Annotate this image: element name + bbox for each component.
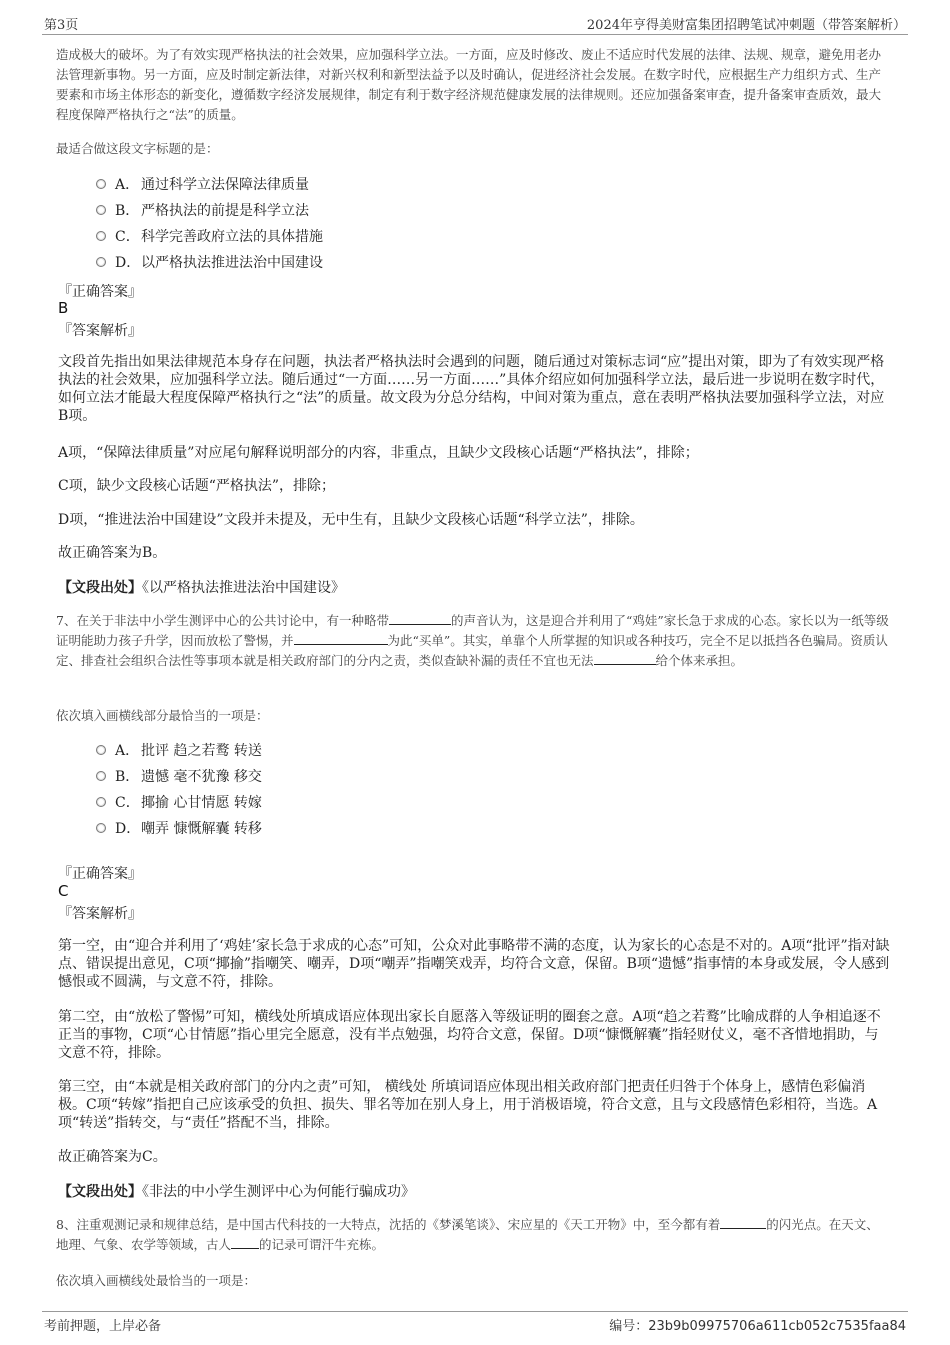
footer-slogan: 考前押题，上岸必备 bbox=[44, 1319, 162, 1334]
footer-divider bbox=[42, 1311, 908, 1312]
blank-1 bbox=[720, 1216, 766, 1229]
q7-option-d[interactable] bbox=[96, 817, 262, 839]
option-letter: A． bbox=[115, 177, 140, 193]
blank-1 bbox=[389, 612, 451, 625]
q8-stem bbox=[56, 1215, 890, 1255]
q7-stem bbox=[56, 611, 890, 671]
option-letter: A． bbox=[115, 743, 140, 759]
q8-stem-part: 的记录可谓汗牛充栋。 bbox=[259, 1237, 385, 1252]
q6-source bbox=[58, 577, 345, 597]
q6-analysis-main: 文段首先指出如果法律规范本身存在问题，执法者严格执法时会遇到的问题，随后通过对策标志词“应”提出对策，即为了有效实现严格执法的社会效果，应加强科学立法。随后通过“一方面……另一方面……”具体介绍应如何加强科学立法，最后进一步说明在数字时代，如何立法才能最大程度保障严格执行之“法”的质量。故文段为分总分结构，中间对策为重点，意在表明严格执法要加强科学立法，对应B项。 bbox=[58, 354, 885, 424]
q6-answer-label: 『正确答案』 bbox=[58, 284, 142, 300]
option-letter: D． bbox=[115, 821, 141, 837]
q6-analysis-c: C项，缺少文段核心话题“严格执法”，排除； bbox=[58, 478, 336, 494]
page-number: 第3页 bbox=[44, 18, 79, 33]
radio-icon[interactable] bbox=[96, 823, 106, 833]
q6-option-c[interactable] bbox=[96, 225, 323, 247]
q7-answer: C bbox=[58, 882, 69, 900]
q6-passage: 造成极大的破坏。为了有效实现严格执法的社会效果，应加强科学立法。一方面，应及时修改、废止不适应时代发展的法律、法规、规章，避免用老办法管理新事物。另一方面，应及时制定新法律，对新兴权利和新型法益予以及时确认，促进经济社会发展。在数字时代，应根据生产力组织方式、生产要素和市场主体形态的新变化，遵循数字经济发展规律，制定有利于数字经济规范健康发展的法律规则。还应加强备案审查，提升备案审查质效，最大程度保障严格执行之“法”的质量。 bbox=[56, 47, 882, 122]
q8-stem-part: 在天文、地理、气象、农学等领域，古人 bbox=[56, 1217, 879, 1252]
code-value: 23b9b09975706a611cb052c7535faa84 bbox=[648, 1319, 906, 1334]
q8-stem-part: 的闪光点。 bbox=[766, 1217, 829, 1232]
q6-answer: B bbox=[58, 299, 69, 317]
radio-icon[interactable] bbox=[96, 257, 106, 267]
q8-question: 依次填入画横线处最恰当的一项是： bbox=[56, 1273, 257, 1288]
q7-analysis-label: 『答案解析』 bbox=[58, 906, 142, 922]
option-letter: B． bbox=[115, 769, 140, 785]
option-text: 以严格执法推进法治中国建设 bbox=[141, 255, 323, 271]
header-divider bbox=[42, 34, 908, 35]
option-letter: C． bbox=[115, 229, 140, 245]
q7-analysis-conclusion: 故正确答案为C。 bbox=[58, 1149, 167, 1165]
option-text: 科学完善政府立法的具体措施 bbox=[141, 229, 323, 245]
option-letter: D． bbox=[115, 255, 141, 271]
radio-icon[interactable] bbox=[96, 205, 106, 215]
q6-analysis-conclusion: 故正确答案为B。 bbox=[58, 545, 167, 561]
q6-option-a[interactable] bbox=[96, 173, 309, 195]
option-letter: C． bbox=[115, 795, 140, 811]
option-text: 批评 趋之若鹜 转送 bbox=[141, 743, 262, 759]
q6-analysis-d: D项，“推进法治中国建设”文段并未提及，无中生有，且缺少文段核心话题“科学立法”，排除。 bbox=[58, 512, 644, 528]
source-label: 【文段出处】 bbox=[58, 1184, 142, 1200]
radio-icon[interactable] bbox=[96, 797, 106, 807]
document-title: 2024年亨得美财富集团招聘笔试冲刺题（带答案解析） bbox=[586, 18, 906, 33]
q6-analysis-a: A项，“保障法律质量”对应尾句解释说明部分的内容，非重点，且缺少文段核心话题“严格执法”，排除； bbox=[58, 445, 699, 461]
radio-icon[interactable] bbox=[96, 771, 106, 781]
option-text: 通过科学立法保障法律质量 bbox=[141, 177, 309, 193]
q6-question: 最适合做这段文字标题的是： bbox=[56, 141, 219, 156]
option-letter: B． bbox=[115, 203, 140, 219]
q7-answer-label: 『正确答案』 bbox=[58, 866, 142, 882]
radio-icon[interactable] bbox=[96, 231, 106, 241]
q7-stem-part: 给个体来承 bbox=[655, 653, 719, 668]
option-text: 严格执法的前提是科学立法 bbox=[141, 203, 309, 219]
blank-3 bbox=[594, 652, 656, 665]
option-text: 遗憾 毫不犹豫 移交 bbox=[141, 769, 262, 785]
q7-question: 依次填入画横线部分最恰当的一项是： bbox=[56, 708, 269, 723]
option-text: 揶揄 心甘情愿 转嫁 bbox=[141, 795, 262, 811]
q7-analysis-second-blank: 第二空，由“放松了警惕”可知，横线处所填成语应体现出家长自愿落入等级证明的圈套之意。A项“趋之若鹜”比喻成群的人争相追逐不正当的事物，C项“心甘情愿”指心里完全愿意，没有半点勉强，均符合文意，保留。D项“慷慨解囊”指轻财仗义，毫不吝惜地捐助，与文意不符，排除。 bbox=[58, 1009, 881, 1061]
q6-analysis-label: 『答案解析』 bbox=[58, 323, 142, 339]
q7-analysis-first-blank: 第一空，由“迎合并利用了‘鸡娃’家长急于求成的心态”可知，公众对此事略带不满的态度，认为家长的心态是不对的。A项“批评”指对缺点、错误提出意见，C项“揶揄”指嘲笑、嘲弄，D项“嘲弄”指嘲笑戏弄，均符合文意，保留。B项“遗憾”指事情的本身或发展，令人感到憾恨或不圆满，与文意不符，排除。 bbox=[58, 938, 890, 990]
blank-2 bbox=[294, 632, 388, 645]
q7-stem-part: 7、在关于非法中小学生测评中心的公共讨论中，有一种略带 bbox=[56, 613, 389, 628]
q8-stem-part: 8、注重观测记录和规律总结，是中国古代科技的一大特点，沈括的《梦溪笔谈》、宋应星的《天工开物》中，至今都有着 bbox=[56, 1217, 721, 1232]
q7-analysis-third-blank: 第三空，由“本就是相关政府部门的分内之责”可知， 横线处 所填词语应体现出相关政府部门把责任归咎于个体身上，感情色彩偏消极。C项“转嫁”指把自己应该承受的负担、损失、罪名等加在别人身上，用于消极语境，符合文意，且与文段感情色彩相符，当选。A项“转送”指转交，与“责任”搭配不当，排除。 bbox=[58, 1079, 878, 1131]
q7-stem-part: 一纸等级证明能助力孩子升学，因而放松了警惕，并 bbox=[56, 613, 889, 648]
q7-option-b[interactable] bbox=[96, 765, 262, 787]
q6-option-b[interactable] bbox=[96, 199, 309, 221]
source-title: 《以严格执法推进法治中国建设》 bbox=[142, 580, 345, 596]
radio-icon[interactable] bbox=[96, 179, 106, 189]
source-label: 【文段出处】 bbox=[58, 580, 142, 596]
radio-icon[interactable] bbox=[96, 745, 106, 755]
source-title: 《非法的中小学生测评中心为何能行骗成功》 bbox=[142, 1184, 415, 1200]
q7-option-c[interactable] bbox=[96, 791, 262, 813]
q7-stem-part: 各色骗局。资质认定、排查社会组织合法性等事项本就是相关政府部门的分内之责，类似查缺补漏的责任不宜也无法 bbox=[56, 633, 888, 668]
q7-stem-part: 担。 bbox=[718, 653, 744, 668]
q6-option-d[interactable] bbox=[96, 251, 323, 273]
document-code bbox=[609, 1315, 906, 1334]
q7-stem-part: 为此“买单”。其实，单靠个人所掌握的知识或各种技巧，完全不足以抵挡 bbox=[387, 633, 788, 648]
code-label: 编号： bbox=[609, 1319, 649, 1334]
option-text: 嘲弄 慷慨解囊 转移 bbox=[141, 821, 262, 837]
blank-2 bbox=[231, 1236, 259, 1249]
q7-source bbox=[58, 1181, 415, 1201]
q7-option-a[interactable] bbox=[96, 739, 262, 761]
q7-stem-part: 的声音认为，这是迎合并利用了“鸡娃”家长急于求成的心态。家长以为 bbox=[450, 613, 839, 628]
